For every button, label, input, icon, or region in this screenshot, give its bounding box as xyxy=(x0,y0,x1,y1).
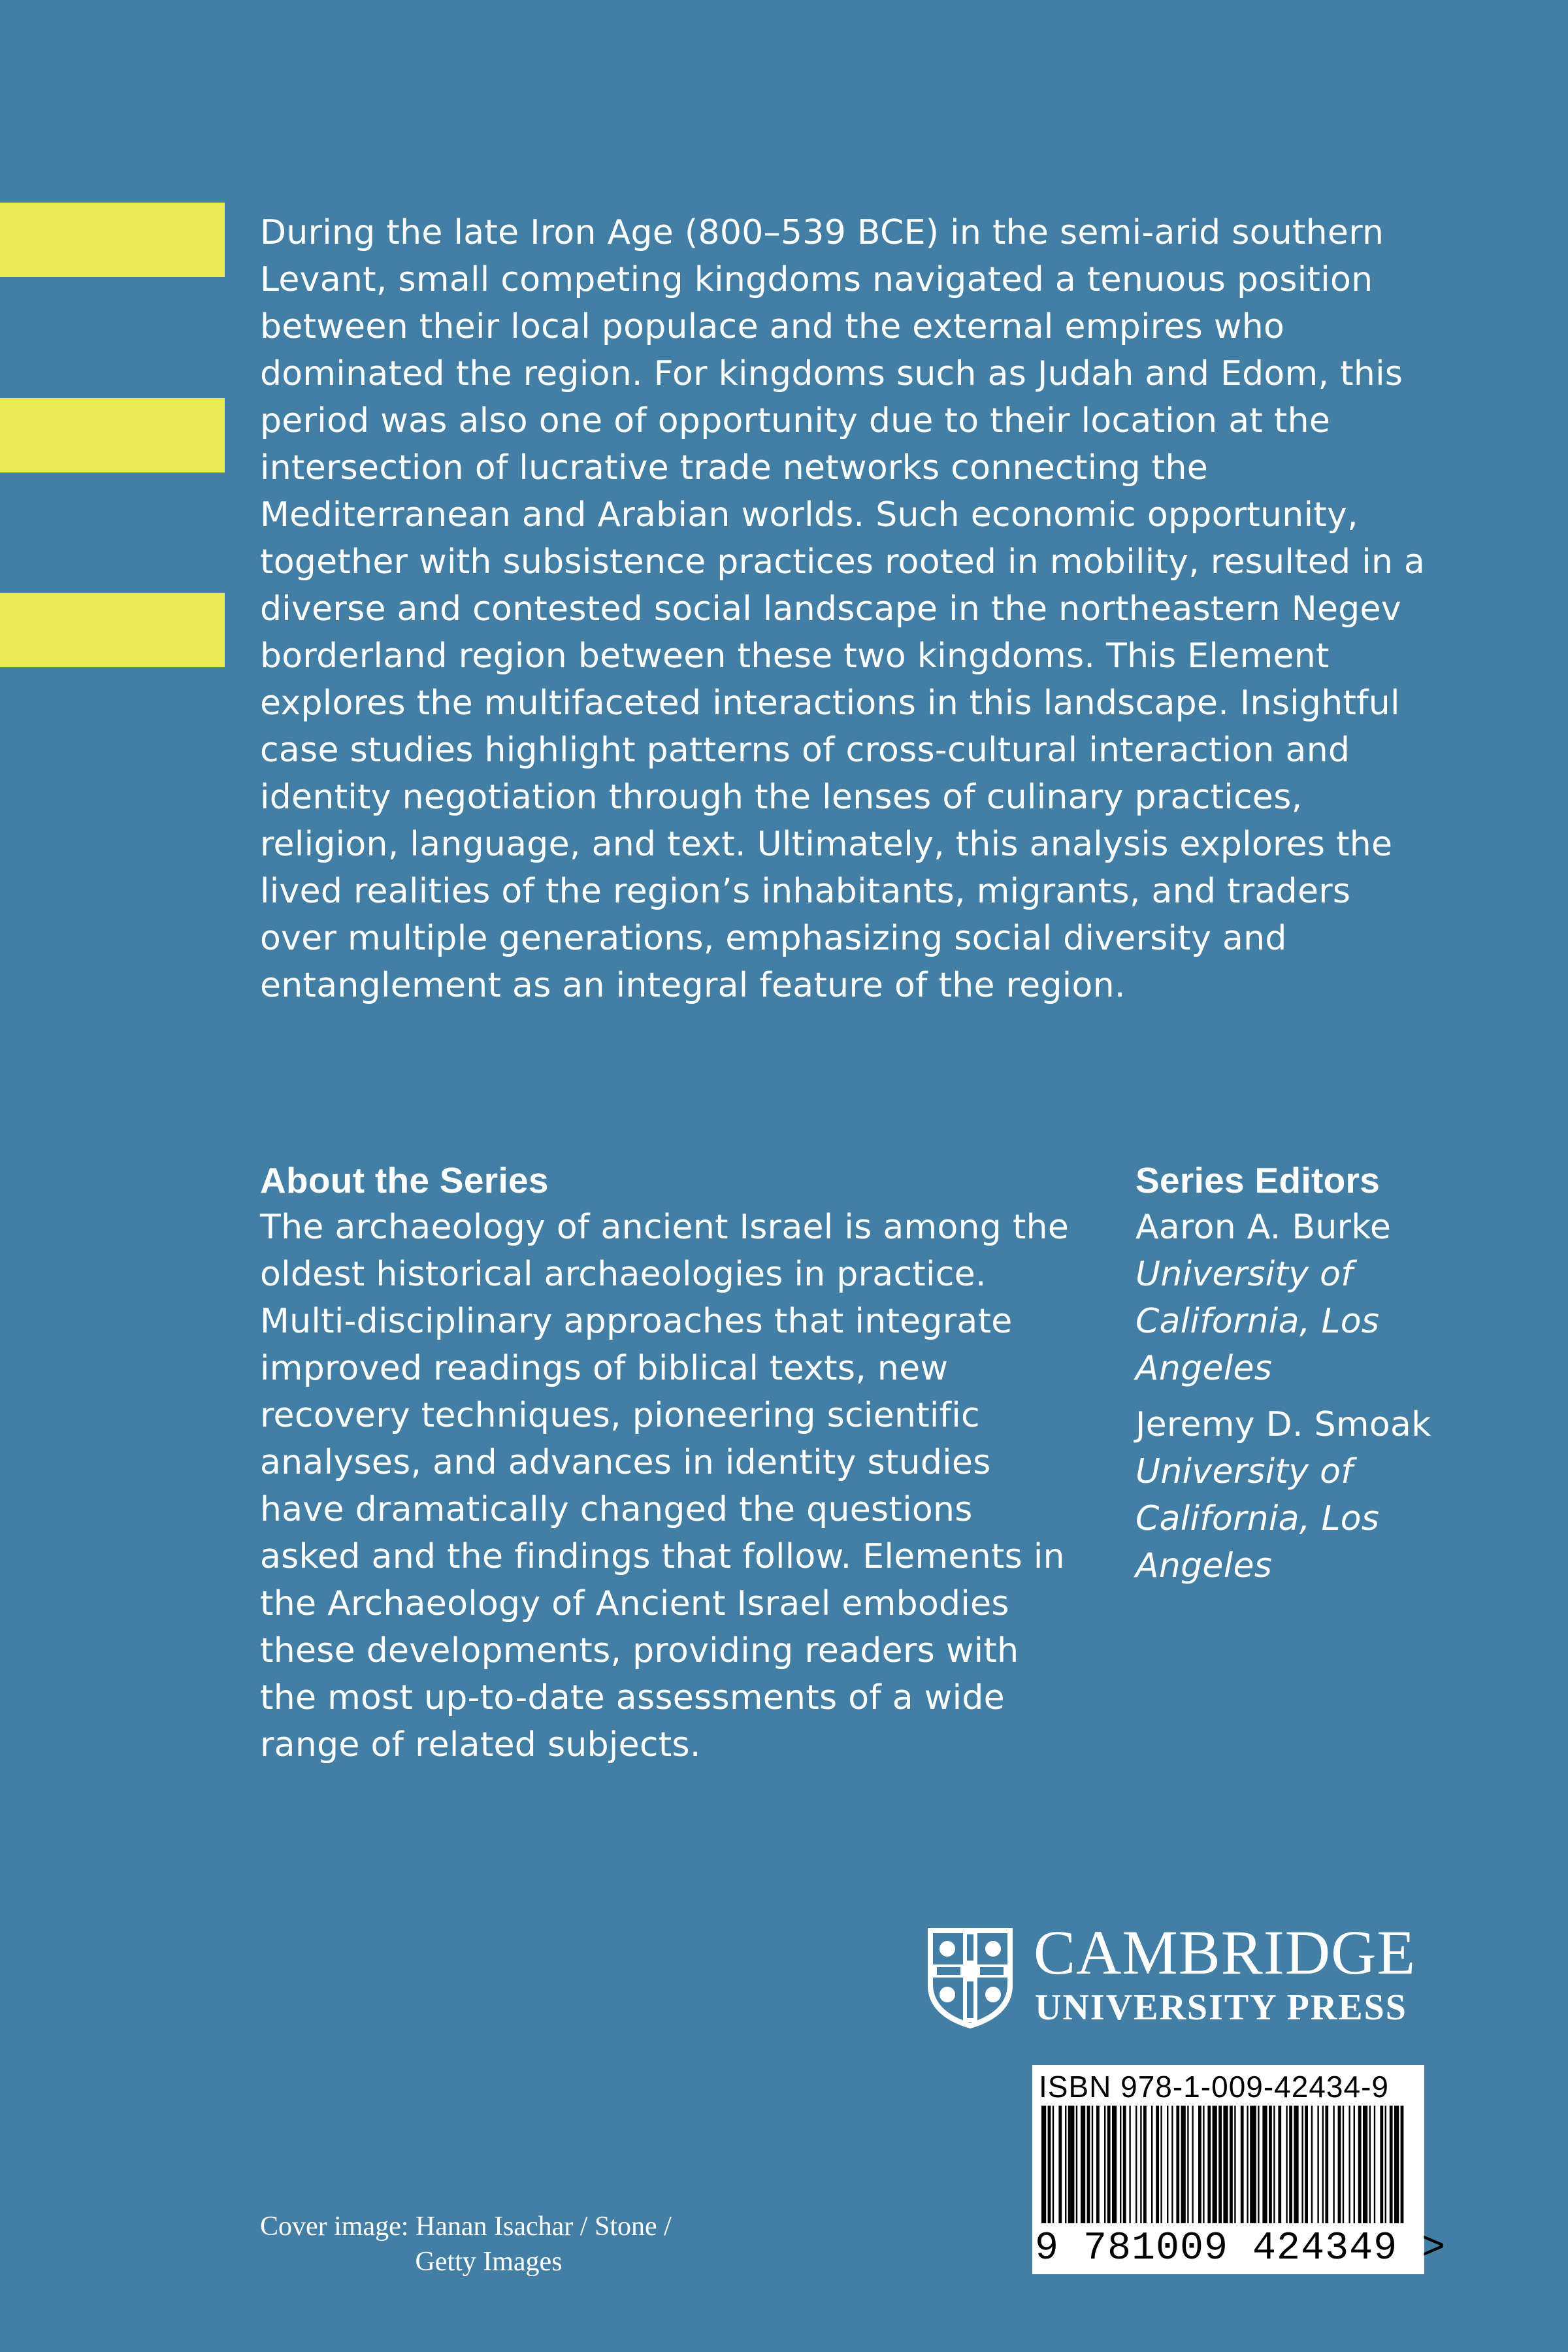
barcode-stripe xyxy=(1348,2106,1350,2223)
barcode-stripe xyxy=(1262,2106,1267,2223)
barcode-stripe xyxy=(1289,2106,1292,2223)
isbn-label: ISBN 978-1-009-42434-9 xyxy=(1039,2070,1389,2104)
editor-entry xyxy=(1135,1204,1501,1392)
barcode-stripe xyxy=(1241,2106,1244,2223)
book-blurb: During the late Iron Age (800–539 BCE) in the semi-arid southern Levant, small competing kingdoms navigated a tenuous position between their local populace and the external empires who dominated the region. For kingdoms such as Judah and Edom, this period was also one of opportunity due to their location at the intersection of lucrative trade networks connecting the Mediterranean and Arabian worlds. Such economic opportunity, together with subsistence practices rooted in mobility, resulted in a diverse and contested social landscape in the northeastern Negev borderland region between these two kingdoms. This Element explores the multifaceted interactions in this landscape. Insightful case studies highlight patterns of cross-cultural interaction and identity negotiation through the lenses of culinary practices, religion, language, and text. Ultimately, this analysis explores the lived realities of the region’s inhabitants, migrants, and traders over multiple generations, emphasizing social diversity and entanglement as an integral feature of the region. xyxy=(260,213,1426,1005)
barcode-stripe xyxy=(1278,2106,1281,2223)
barcode-stripe xyxy=(1123,2106,1126,2223)
barcode-stripe xyxy=(1068,2106,1075,2223)
barcode-stripe xyxy=(1394,2106,1399,2223)
barcode-stripe xyxy=(1311,2106,1313,2223)
isbn-digits: 9 781009 424349 > xyxy=(1035,2227,1446,2271)
barcode-stripe xyxy=(1213,2106,1217,2223)
barcode-stripe xyxy=(1218,2106,1222,2223)
cover-credit-line1: Cover image: Hanan Isachar / Stone / xyxy=(260,2211,672,2242)
barcode-stripe xyxy=(1104,2106,1105,2223)
accent-bar-1 xyxy=(0,203,225,277)
barcode-stripe xyxy=(1181,2106,1186,2223)
barcode-stripe xyxy=(1120,2106,1121,2223)
accent-bar-2 xyxy=(0,398,225,472)
isbn-barcode-box xyxy=(1032,2065,1446,2274)
barcode-stripe xyxy=(1401,2106,1404,2223)
cambridge-shield-icon xyxy=(925,1925,1015,2030)
barcode-stripe xyxy=(1058,2106,1062,2223)
barcode-stripe xyxy=(1286,2106,1287,2223)
barcode-stripe xyxy=(1294,2106,1298,2223)
barcode-stripe xyxy=(1081,2106,1085,2223)
barcode-stripe xyxy=(1380,2106,1383,2223)
barcode-stripe xyxy=(1317,2106,1318,2223)
barcode-stripe xyxy=(1369,2106,1371,2223)
barcode-stripe xyxy=(1273,2106,1275,2223)
barcode-stripe xyxy=(1358,2106,1362,2223)
about-series-text: The archaeology of ancient Israel is among the oldest historical archaeologies in practice. Multi-disciplinary approaches that integrate improved readings of biblical texts, new recovery techniques, pioneering scientific analyses, and advances in identity studies have dramatically changed the questions asked and the findings that follow. Elements in the Archaeology of Ancient Israel embodies these developments, providing readers with the most up-to-date assessments of a wide range of related subjects. xyxy=(260,1208,1070,1764)
barcode-stripe xyxy=(1087,2106,1090,2223)
editor-name: Jeremy D. Smoak xyxy=(1135,1405,1431,1444)
barcode-stripe xyxy=(1160,2106,1162,2223)
barcode-stripe xyxy=(1301,2106,1303,2223)
barcode-stripe xyxy=(1223,2106,1228,2223)
barcode-stripe xyxy=(1143,2106,1147,2223)
barcode-stripe xyxy=(1192,2106,1193,2223)
editor-affiliation: University of California, Los Angeles xyxy=(1135,1255,1380,1388)
cover-credit-line2: Getty Images xyxy=(415,2247,563,2277)
publisher-logo xyxy=(925,1917,1428,2030)
publisher-subname: UNIVERSITY PRESS xyxy=(1035,1987,1407,2028)
barcode-stripe xyxy=(1234,2106,1235,2223)
barcode-stripe xyxy=(1096,2106,1100,2223)
accent-bar-3 xyxy=(0,593,225,667)
barcode-stripe xyxy=(1187,2106,1188,2223)
barcode-stripe xyxy=(1325,2106,1328,2223)
barcode-stripe xyxy=(1167,2106,1168,2223)
about-series-heading: About the Series xyxy=(260,1160,549,1201)
publisher-name: CAMBRIDGE xyxy=(1034,1917,1416,1987)
barcode-stripe xyxy=(1322,2106,1324,2223)
barcode xyxy=(1039,2106,1405,2223)
editor-entry xyxy=(1135,1401,1501,1589)
barcode-stripe xyxy=(1092,2106,1093,2223)
barcode-stripe xyxy=(1053,2106,1054,2223)
barcode-stripe xyxy=(1385,2106,1386,2223)
barcode-stripe xyxy=(1065,2106,1066,2223)
barcode-stripe xyxy=(1156,2106,1159,2223)
barcode-stripe xyxy=(1135,2106,1137,2223)
barcode-stripe xyxy=(1203,2106,1204,2223)
barcode-stripe xyxy=(1112,2106,1117,2223)
barcode-stripe xyxy=(1333,2106,1334,2223)
barcode-stripe xyxy=(1250,2106,1256,2223)
barcode-stripe xyxy=(1390,2106,1393,2223)
barcode-stripe xyxy=(1247,2106,1248,2223)
barcode-stripe xyxy=(1151,2106,1152,2223)
barcode-stripe xyxy=(1107,2106,1111,2223)
barcode-stripe xyxy=(1343,2106,1344,2223)
editor-name: Aaron A. Burke xyxy=(1135,1208,1392,1247)
barcode-stripe xyxy=(1129,2106,1130,2223)
series-editors-heading: Series Editors xyxy=(1135,1160,1380,1201)
barcode-stripe xyxy=(1076,2106,1077,2223)
cover-credit xyxy=(260,2209,717,2279)
barcode-stripe xyxy=(1048,2106,1051,2223)
barcode-stripe xyxy=(1207,2106,1211,2223)
barcode-stripe xyxy=(1198,2106,1201,2223)
series-editors-section xyxy=(1135,1157,1501,1598)
barcode-stripe xyxy=(1354,2106,1355,2223)
barcode-stripe xyxy=(1338,2106,1341,2223)
barcode-stripe xyxy=(1140,2106,1141,2223)
barcode-stripe xyxy=(1374,2106,1375,2223)
barcode-stripe xyxy=(1041,2106,1046,2223)
about-series-section xyxy=(260,1157,1077,1768)
barcode-stripe xyxy=(1171,2106,1173,2223)
editor-affiliation: University of California, Los Angeles xyxy=(1135,1452,1380,1585)
barcode-stripe xyxy=(1363,2106,1367,2223)
barcode-stripe xyxy=(1230,2106,1233,2223)
barcode-stripe xyxy=(1305,2106,1308,2223)
barcode-stripe xyxy=(1258,2106,1259,2223)
barcode-stripe xyxy=(1176,2106,1179,2223)
barcode-stripe xyxy=(1269,2106,1272,2223)
